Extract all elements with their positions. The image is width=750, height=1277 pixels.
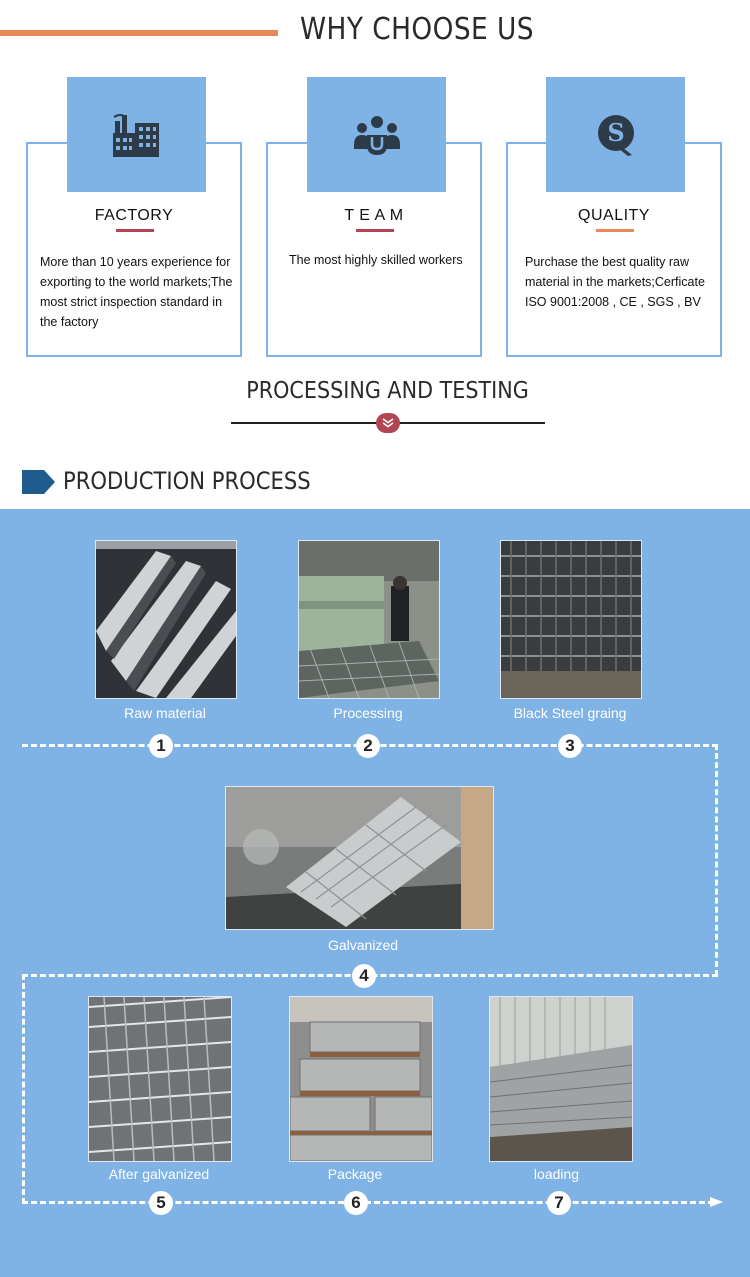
step-6-caption: Package: [327, 1166, 383, 1182]
processing-photo: [298, 540, 440, 699]
factory-card-underline: [116, 229, 154, 232]
factory-icon: [112, 113, 162, 157]
team-card-title: T E A M: [344, 207, 404, 224]
step-5-badge: 5: [149, 1191, 173, 1215]
step-2-caption: Processing: [333, 705, 403, 721]
double-chevron-down-icon: [382, 418, 394, 428]
loading-photo: [489, 996, 633, 1162]
step-1-badge: 1: [149, 734, 173, 758]
why-choose-us-title: WHY CHOOSE US: [300, 12, 534, 47]
step-3-caption: Black Steel graing: [513, 705, 627, 721]
step-3-badge: 3: [558, 734, 582, 758]
flow-line-left: [22, 974, 25, 1204]
quality-icon: [596, 113, 636, 157]
step-6-badge: 6: [344, 1191, 368, 1215]
flow-line-right: [715, 744, 718, 976]
team-card-underline: [356, 229, 394, 232]
team-icon: [353, 115, 401, 155]
flow-line-row3: [22, 1201, 714, 1204]
after-galvanized-photo: [88, 996, 232, 1162]
factory-icon-box: [67, 77, 206, 192]
title-accent-bar: [0, 30, 278, 36]
galvanized-photo: [225, 786, 494, 930]
step-4-caption: Galvanized: [327, 937, 399, 953]
team-icon-box: [307, 77, 446, 192]
step-1-caption: Raw material: [124, 705, 206, 721]
production-process-title: PRODUCTION PROCESS: [63, 467, 311, 495]
step-7-badge: 7: [547, 1191, 571, 1215]
black-steel-grating-photo: [500, 540, 642, 699]
team-card-text: The most highly skilled workers: [289, 253, 463, 267]
raw-material-photo: [95, 540, 237, 699]
step-7-caption: loading: [533, 1166, 580, 1182]
factory-card-text: More than 10 years experience for exporting to the world markets;The most strict inspection standard in the factory: [40, 255, 233, 329]
svg-text:S: S: [606, 117, 625, 147]
quality-card-underline: [596, 229, 634, 232]
factory-card-title: FACTORY: [94, 207, 174, 224]
section-flag-icon: [22, 470, 55, 494]
quality-icon-box: [546, 77, 685, 192]
step-5-caption: After galvanized: [108, 1166, 210, 1182]
processing-badge: [376, 413, 400, 433]
step-2-badge: 2: [356, 734, 380, 758]
flow-arrow-icon: [710, 1196, 724, 1208]
quality-card-text: Purchase the best quality raw material in the markets;Cerficate ISO 9001:2008 , CE , SGS , BV: [525, 255, 705, 309]
package-photo: [289, 996, 433, 1162]
step-4-badge: 4: [352, 964, 376, 988]
processing-testing-title: PROCESSING AND TESTING: [246, 378, 529, 404]
quality-card-title: QUALITY: [578, 207, 650, 224]
